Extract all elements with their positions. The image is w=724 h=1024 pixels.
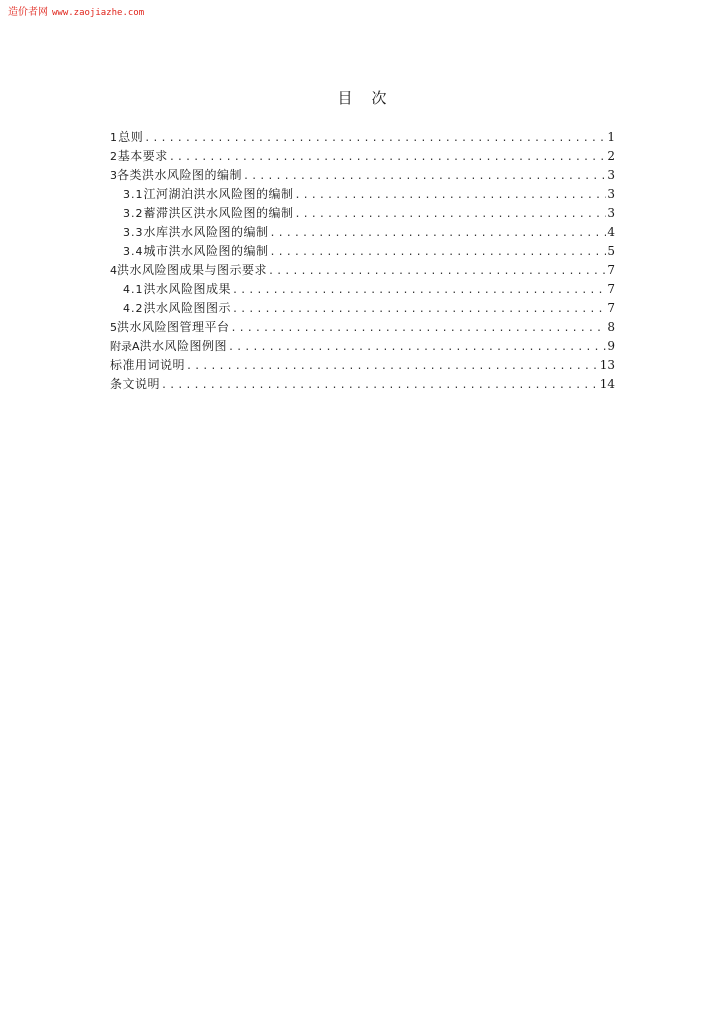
toc-entry-number: 2 — [110, 150, 117, 163]
toc-entry-page: 7 — [607, 282, 615, 296]
toc-entry-number: 3 — [110, 169, 117, 182]
toc-entry-page: 13 — [599, 358, 615, 372]
toc-entry-1[interactable] — [110, 128, 615, 147]
toc-entry-4-1[interactable] — [110, 280, 615, 299]
toc-entry-number: 3.2 — [123, 207, 144, 220]
toc-entry-3-4[interactable] — [110, 242, 615, 261]
table-of-contents — [110, 128, 615, 394]
watermark-site-name: 造价者网 — [8, 7, 48, 18]
toc-entry-page: 2 — [607, 149, 615, 163]
toc-leader-dots — [169, 148, 607, 167]
toc-entry-3-2[interactable] — [110, 204, 615, 223]
toc-entry-label: 基本要求 — [117, 149, 168, 163]
toc-entry-label: 蓄滞洪区洪水风险图的编制 — [143, 206, 294, 220]
toc-entry-4-2[interactable] — [110, 299, 615, 318]
toc-leader-dots — [232, 281, 606, 300]
toc-entry-label: 标准用词说明 — [110, 358, 186, 372]
watermark — [8, 7, 144, 19]
toc-leader-dots — [270, 243, 607, 262]
toc-leader-dots — [144, 129, 606, 148]
toc-leader-dots — [186, 357, 599, 376]
toc-entry-3-1[interactable] — [110, 185, 615, 204]
toc-entry-label: 总则 — [118, 130, 144, 144]
toc-leader-dots — [232, 300, 606, 319]
toc-entry-page: 7 — [607, 263, 615, 277]
toc-leader-dots — [231, 319, 607, 338]
toc-leader-dots — [228, 338, 606, 357]
toc-entry-page: 8 — [607, 320, 615, 334]
toc-entry-label: 洪水风险图成果与图示要求 — [117, 263, 268, 277]
toc-entry-label: 洪水风险图管理平台 — [117, 320, 230, 334]
toc-entry-label: 水库洪水风险图的编制 — [143, 225, 269, 239]
toc-leader-dots — [161, 376, 599, 395]
toc-entry-label: 城市洪水风险图的编制 — [143, 244, 269, 258]
toc-entry-page: 3 — [607, 206, 615, 220]
toc-entry-page: 7 — [607, 301, 615, 315]
toc-leader-dots — [243, 167, 606, 186]
toc-entry-page: 4 — [607, 225, 615, 239]
toc-entry-standard-terms[interactable] — [110, 356, 615, 375]
toc-entry-number: 3.4 — [123, 245, 144, 258]
toc-entry-number: 1 — [110, 131, 117, 144]
toc-entry-label: 洪水风险图成果 — [143, 282, 232, 296]
toc-entry-label: 洪水风险图例图 — [139, 339, 228, 353]
toc-entry-number: 3.1 — [123, 188, 144, 201]
toc-entry-page: 9 — [607, 339, 615, 353]
toc-entry-number: 4 — [110, 264, 117, 277]
toc-entry-number: 附录A — [110, 340, 140, 353]
watermark-url[interactable]: www.zaojiazhe.com — [52, 8, 145, 18]
toc-entry-label: 各类洪水风险图的编制 — [117, 168, 243, 182]
toc-entry-2[interactable] — [110, 147, 615, 166]
toc-entry-3[interactable] — [110, 166, 615, 185]
toc-leader-dots — [295, 205, 607, 224]
toc-entry-number: 4.2 — [123, 302, 144, 315]
toc-entry-page: 3 — [607, 187, 615, 201]
toc-entry-label: 条文说明 — [110, 377, 161, 391]
toc-entry-number: 5 — [110, 321, 117, 334]
toc-entry-page: 14 — [599, 377, 615, 391]
toc-leader-dots — [268, 262, 606, 281]
toc-entry-explanation[interactable] — [110, 375, 615, 394]
toc-entry-page: 3 — [607, 168, 615, 182]
toc-entry-label: 江河湖泊洪水风险图的编制 — [143, 187, 294, 201]
page-title — [0, 88, 724, 108]
toc-entry-page: 1 — [607, 130, 615, 144]
toc-entry-number: 4.1 — [123, 283, 144, 296]
toc-entry-page: 5 — [607, 244, 615, 258]
toc-entry-4[interactable] — [110, 261, 615, 280]
toc-entry-number: 3.3 — [123, 226, 144, 239]
toc-leader-dots — [295, 186, 607, 205]
toc-entry-label: 洪水风险图图示 — [143, 301, 232, 315]
toc-entry-5[interactable] — [110, 318, 615, 337]
toc-entry-appendix-a[interactable] — [110, 337, 615, 356]
toc-leader-dots — [270, 224, 607, 243]
toc-entry-3-3[interactable] — [110, 223, 615, 242]
page-title-part1: 目 — [337, 89, 353, 107]
page-title-part2: 次 — [371, 89, 387, 107]
